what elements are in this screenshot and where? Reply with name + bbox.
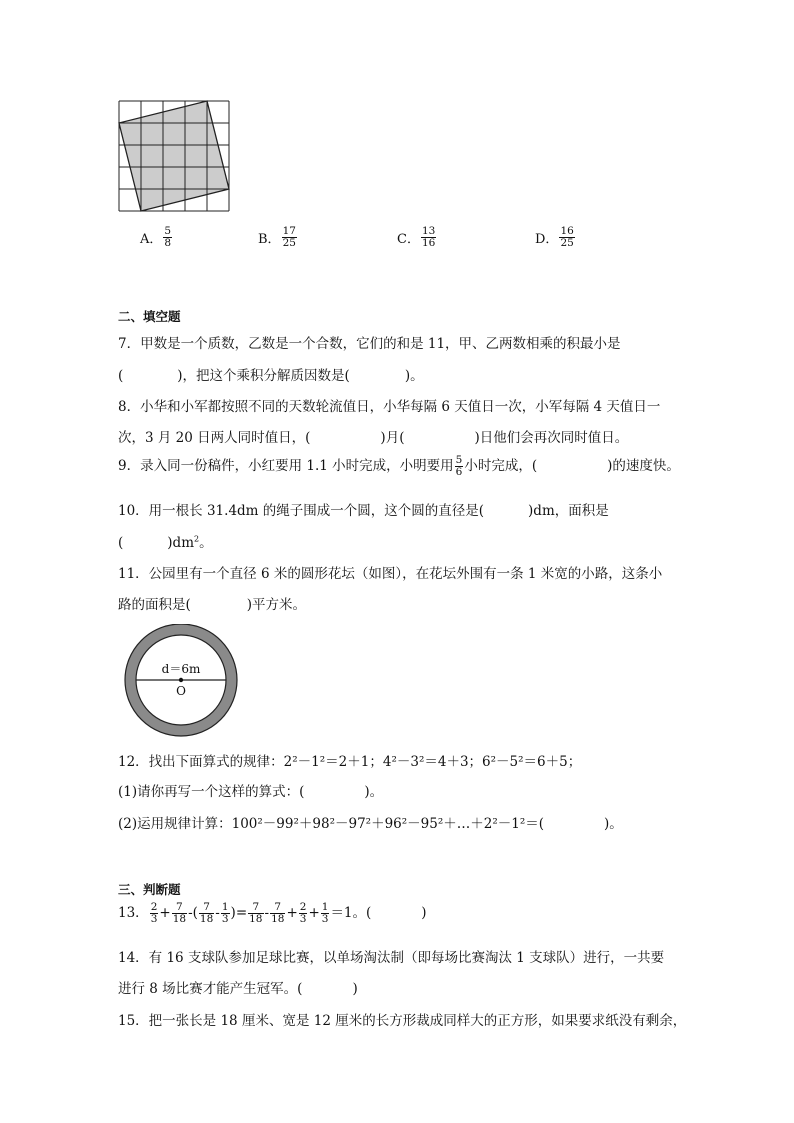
option-a[interactable]: A． $\frac{5}{8}$ [140,225,172,249]
q10-line1: 10．用一根长 31.4dm 的绳子围成一个圆，这个圆的直径是( )dm，面积是 [118,503,609,519]
q10-line2: ( )$dm^2$。 [118,534,213,551]
option-a-fraction: $\frac{5}{8}$ [164,225,172,249]
option-d-fraction: $\frac{16}{25}$ [560,225,574,249]
flowerbed-diagram [120,624,244,744]
q13-frac-1: $\frac{2}{3}$ [150,901,158,925]
q13-frac-7: $\frac{2}{3}$ [299,901,307,925]
q7-line2: ( )，把这个乘积分解质因数是( )。 [118,368,424,384]
option-c-fraction: $\frac{13}{16}$ [421,225,436,249]
q14-line2: 进行 8 场比赛才能产生冠军。( ) [118,981,358,997]
center-label: O [176,684,186,698]
q11-line2: 路的面积是( )平方米。 [118,597,307,613]
option-b[interactable]: B． $\frac{17}{25}$ [258,225,296,249]
q13-frac-5: $\frac{7}{18}$ [249,901,263,925]
q13-line: 13． $\frac{2}{3}$ + $\frac{7}{18}$ -( $\frac{7}{18}$ - $\frac{1}{3}$ )= $\frac{7}{18}$ - $\frac{7}{18}$ + $\frac{2}{3}$ + $\frac{1}{3}$ ＝1。( ) [118,901,427,925]
option-b-fraction: $\frac{17}{25}$ [282,225,296,249]
q9-line: 9．录入同一份稿件，小红要用 1.1 小时完成，小明要用 $\frac{5}{6}$ 小时完成，( )的速度快。 [118,454,680,478]
tilted-square [119,101,229,211]
grid-square-figure [116,98,236,218]
q7-line1: 7．甲数是一个质数，乙数是一个合数，它们的和是 11，甲、乙两数相乘的积最小是 [118,336,621,352]
q8-line1: 8．小华和小军都按照不同的天数轮流值日，小华每隔 6 天值日一次，小军每隔 4 天值日一 [118,399,661,415]
q13-frac-3: $\frac{7}{18}$ [199,901,214,925]
q15-line1: 15．把一张长是 18 厘米、宽是 12 厘米的长方形裁成同样大的正方形，如果要求纸没有剩余， [118,1013,687,1029]
q8-line2: 次，3 月 20 日两人同时值日，( )月( )日他们会再次同时值日。 [118,430,629,446]
q11-line1: 11．公园里有一个直径 6 米的圆形花坛（如图），在花坛外围有一条 1 米宽的小路，这条小 [118,566,663,582]
q13-frac-8: $\frac{1}{3}$ [321,901,329,925]
q12-line1: 12．找出下面算式的规律：2²－1²＝2＋1；4²－3²＝4＋3；6²－5²＝6＋5； [118,754,582,770]
section-fill-in-title: 二、填空题 [118,309,181,324]
q9-fraction: $\frac{5}{6}$ [455,454,463,478]
q13-frac-6: $\frac{7}{18}$ [271,901,285,925]
q12-line3: (2)运用规律计算：100²－99²＋98²－97²＋96²－95²＋…＋2²－1²＝( )。 [118,816,623,832]
section-judge-title: 三、判断题 [118,882,181,897]
q12-line2: (1)请你再写一个这样的算式：( )。 [118,784,384,800]
q13-frac-4: $\frac{1}{3}$ [221,901,229,925]
q14-line1: 14．有 16 支球队参加足球比赛，以单场淘汰制（即每场比赛淘汰 1 支球队）进行，一共要 [118,950,665,966]
option-d[interactable]: D． $\frac{16}{25}$ [535,225,574,249]
diameter-label: d＝6m [161,662,201,676]
center-point [179,678,183,682]
option-c[interactable]: C． $\frac{13}{16}$ [397,225,436,249]
q13-frac-2: $\frac{7}{18}$ [172,901,187,925]
